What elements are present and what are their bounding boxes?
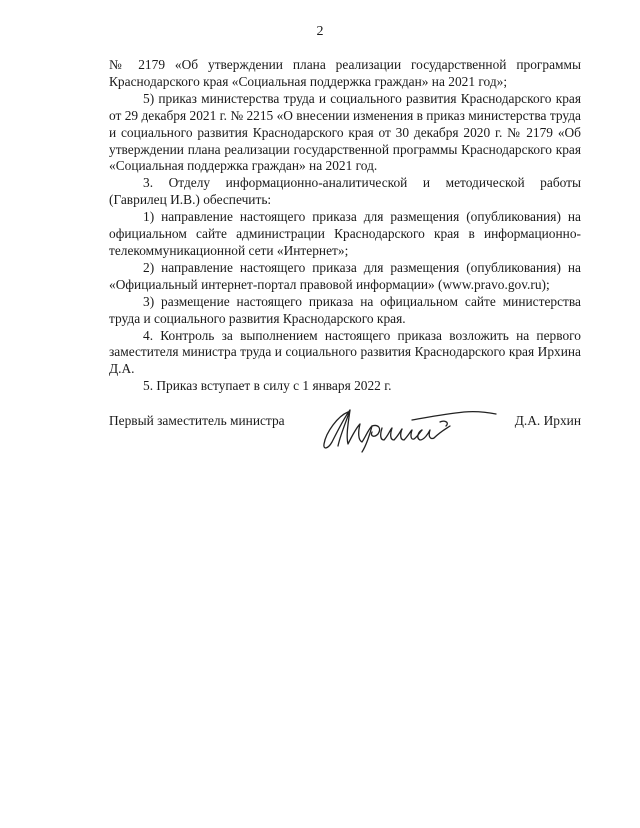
paragraph-subitem-3: 3) размещение настоящего приказа на официальном сайте министерства труда и социального развития Краснодарского края. xyxy=(109,293,581,326)
paragraph-section-5: 5. Приказ вступает в силу с 1 января 2022 г. xyxy=(143,378,392,394)
signer-position: Первый заместитель министра xyxy=(109,413,285,428)
paragraph-item-5: 5) приказ министерства труда и социального развития Краснодарского края от 29 декабря 2021 г. № 2215 «О внесении изменения в приказ министерства труда и социального развития Краснодарского края от 30 декабря 2020 г. № 2179 «Об утверждении плана реализации государственной программы Краснодарского края «Социальная поддержка граждан» на 2021 год. xyxy=(109,90,581,174)
paragraph-continuation: № 2179 «Об утверждении плана реализации государственной программы Краснодарского края «Социальная поддержка граждан» на 2021 год»; xyxy=(109,57,581,89)
handwritten-signature xyxy=(314,402,504,454)
paragraph-subitem-2: 2) направление настоящего приказа для размещения (опубликования) на «Официальный интернет-портал правовой информации» (www.pravo.gov.ru); xyxy=(109,259,581,292)
document-body xyxy=(109,57,581,395)
signer-name: Д.А. Ирхин xyxy=(514,413,581,428)
page-number: 2 xyxy=(316,24,324,39)
paragraph-section-3: 3. Отделу информационно-аналитической и методической работы (Гаврилец И.В.) обеспечить: xyxy=(109,175,581,208)
signature-block xyxy=(109,402,581,462)
paragraph-subitem-1: 1) направление настоящего приказа для размещения (опубликования) на официальном сайте администрации Краснодарского края в информационно-телекоммуникационной сети «Интернет»; xyxy=(109,209,581,258)
paragraph-section-4: 4. Контроль за выполнением настоящего приказа возложить на первого заместителя министра труда и социального развития Краснодарского края Ирхина Д.А. xyxy=(109,327,581,377)
